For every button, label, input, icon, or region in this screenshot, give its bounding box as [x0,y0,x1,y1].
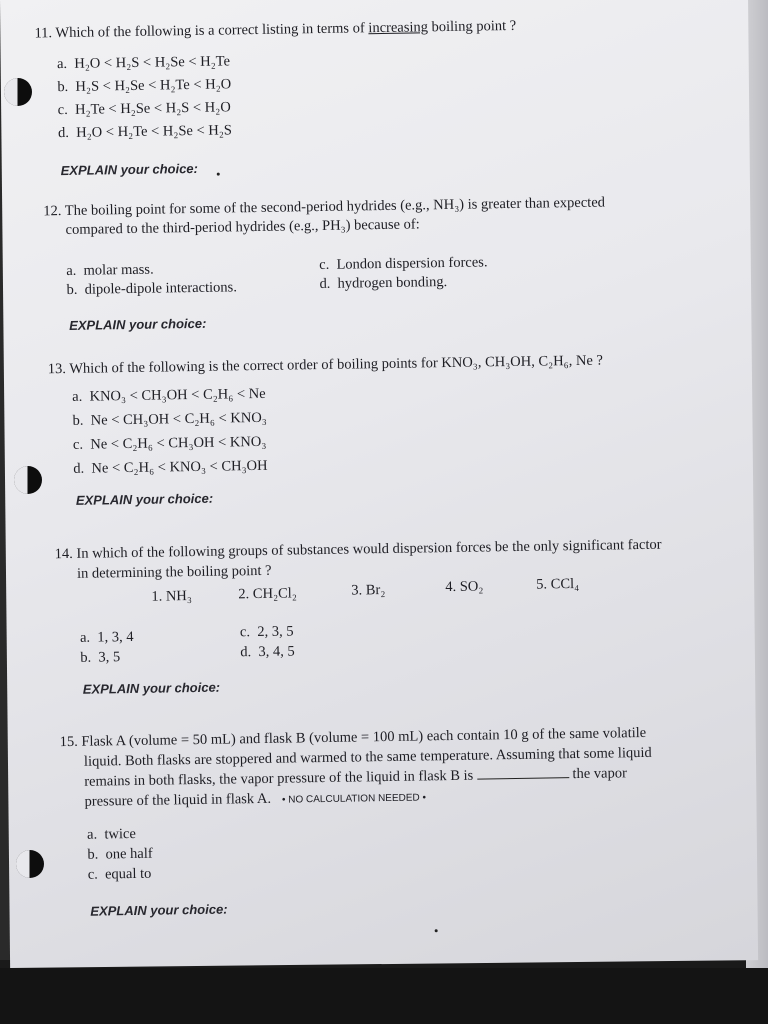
option-11c: c. H₂Te < H₂Se < H₂S < H₂O [57,99,231,119]
explain-label-11: EXPLAIN your choice: [60,160,199,179]
question-12-stem-line1: 12. The boiling point for some of the second-period hydrides (e.g., NH₃) is greater than expected [43,194,606,220]
option-11a: a. H₂O < H₂S < H₂Se < H₂Te [56,53,231,73]
question-15-line4: pressure of the liquid in flask A. • NO CALCULATION NEEDED • [84,790,427,810]
question-12-stem-line2: compared to the third-period hydrides (e.g., PH₃) because of: [65,216,420,238]
pen-mark [435,929,438,932]
question-15-line1: 15. Flask A (volume = 50 mL) and flask B (volume = 100 mL) each contain 10 g of the same volatile [59,724,647,751]
explain-label-13: EXPLAIN your choice: [75,490,214,508]
question-15-line2: liquid. Both flasks are stoppered and warmed to the same temperature. Assuming that some liquid [83,744,652,770]
option-14c: c. 2, 3, 5 [239,623,294,641]
substance-3: 3. Br₂ [351,582,386,599]
option-14d: d. 3, 4, 5 [240,643,295,661]
question-14-stem-line2: in determining the boiling point ? [76,562,272,582]
option-13d: d. Ne < C₂H₆ < KNO₃ < CH₃OH [73,457,268,477]
option-14b: b. 3, 5 [80,649,121,666]
substance-4: 4. SO₂ [445,578,484,596]
option-15c: c. equal to [87,865,152,883]
option-13b: b. Ne < CH₃OH < C₂H₆ < KNO₃ [72,409,267,429]
option-12d: d. hydrogen bonding. [319,274,448,293]
option-12b: b. dipole-dipole interactions. [66,279,238,298]
option-14a: a. 1, 3, 4 [79,628,134,646]
option-13a: a. KNO₃ < CH₃OH < C₂H₆ < Ne [72,385,266,405]
question-15-line3: remains in both flasks, the vapor pressure of the liquid in flask B is the vapor [84,765,627,790]
option-12a: a. molar mass. [66,261,154,279]
option-13c: c. Ne < C₂H₆ < CH₃OH < KNO₃ [72,433,267,453]
option-12c: c. London dispersion forces. [319,254,488,274]
question-13-stem: 13. Which of the following is the correct order of boiling points for KNO₃, CH₃OH, C₂H₆, Ne ? [47,352,604,378]
substance-5: 5. CCl₄ [536,575,580,593]
table-surface [0,968,768,1024]
explain-label-12: EXPLAIN your choice: [69,315,207,333]
question-14-stem-line1: 14. In which of the following groups of substances would dispersion forces be the only significant factor [54,536,662,563]
pen-mark [217,173,220,176]
explain-label-15: EXPLAIN your choice: [90,901,228,919]
explain-label-14: EXPLAIN your choice: [82,679,221,697]
substance-2: 2. CH₂Cl₂ [238,585,297,603]
question-11-stem: 11. Which of the following is a correct listing in terms of increasing boiling point ? [34,17,517,42]
answer-blank [477,765,569,779]
option-11b: b. H₂S < H₂Se < H₂Te < H₂O [57,76,232,96]
option-15a: a. twice [86,825,136,843]
option-15b: b. one half [87,845,153,863]
substance-1: 1. NH₃ [151,588,193,605]
option-11d: d. H₂O < H₂Te < H₂Se < H₂S [57,122,233,142]
